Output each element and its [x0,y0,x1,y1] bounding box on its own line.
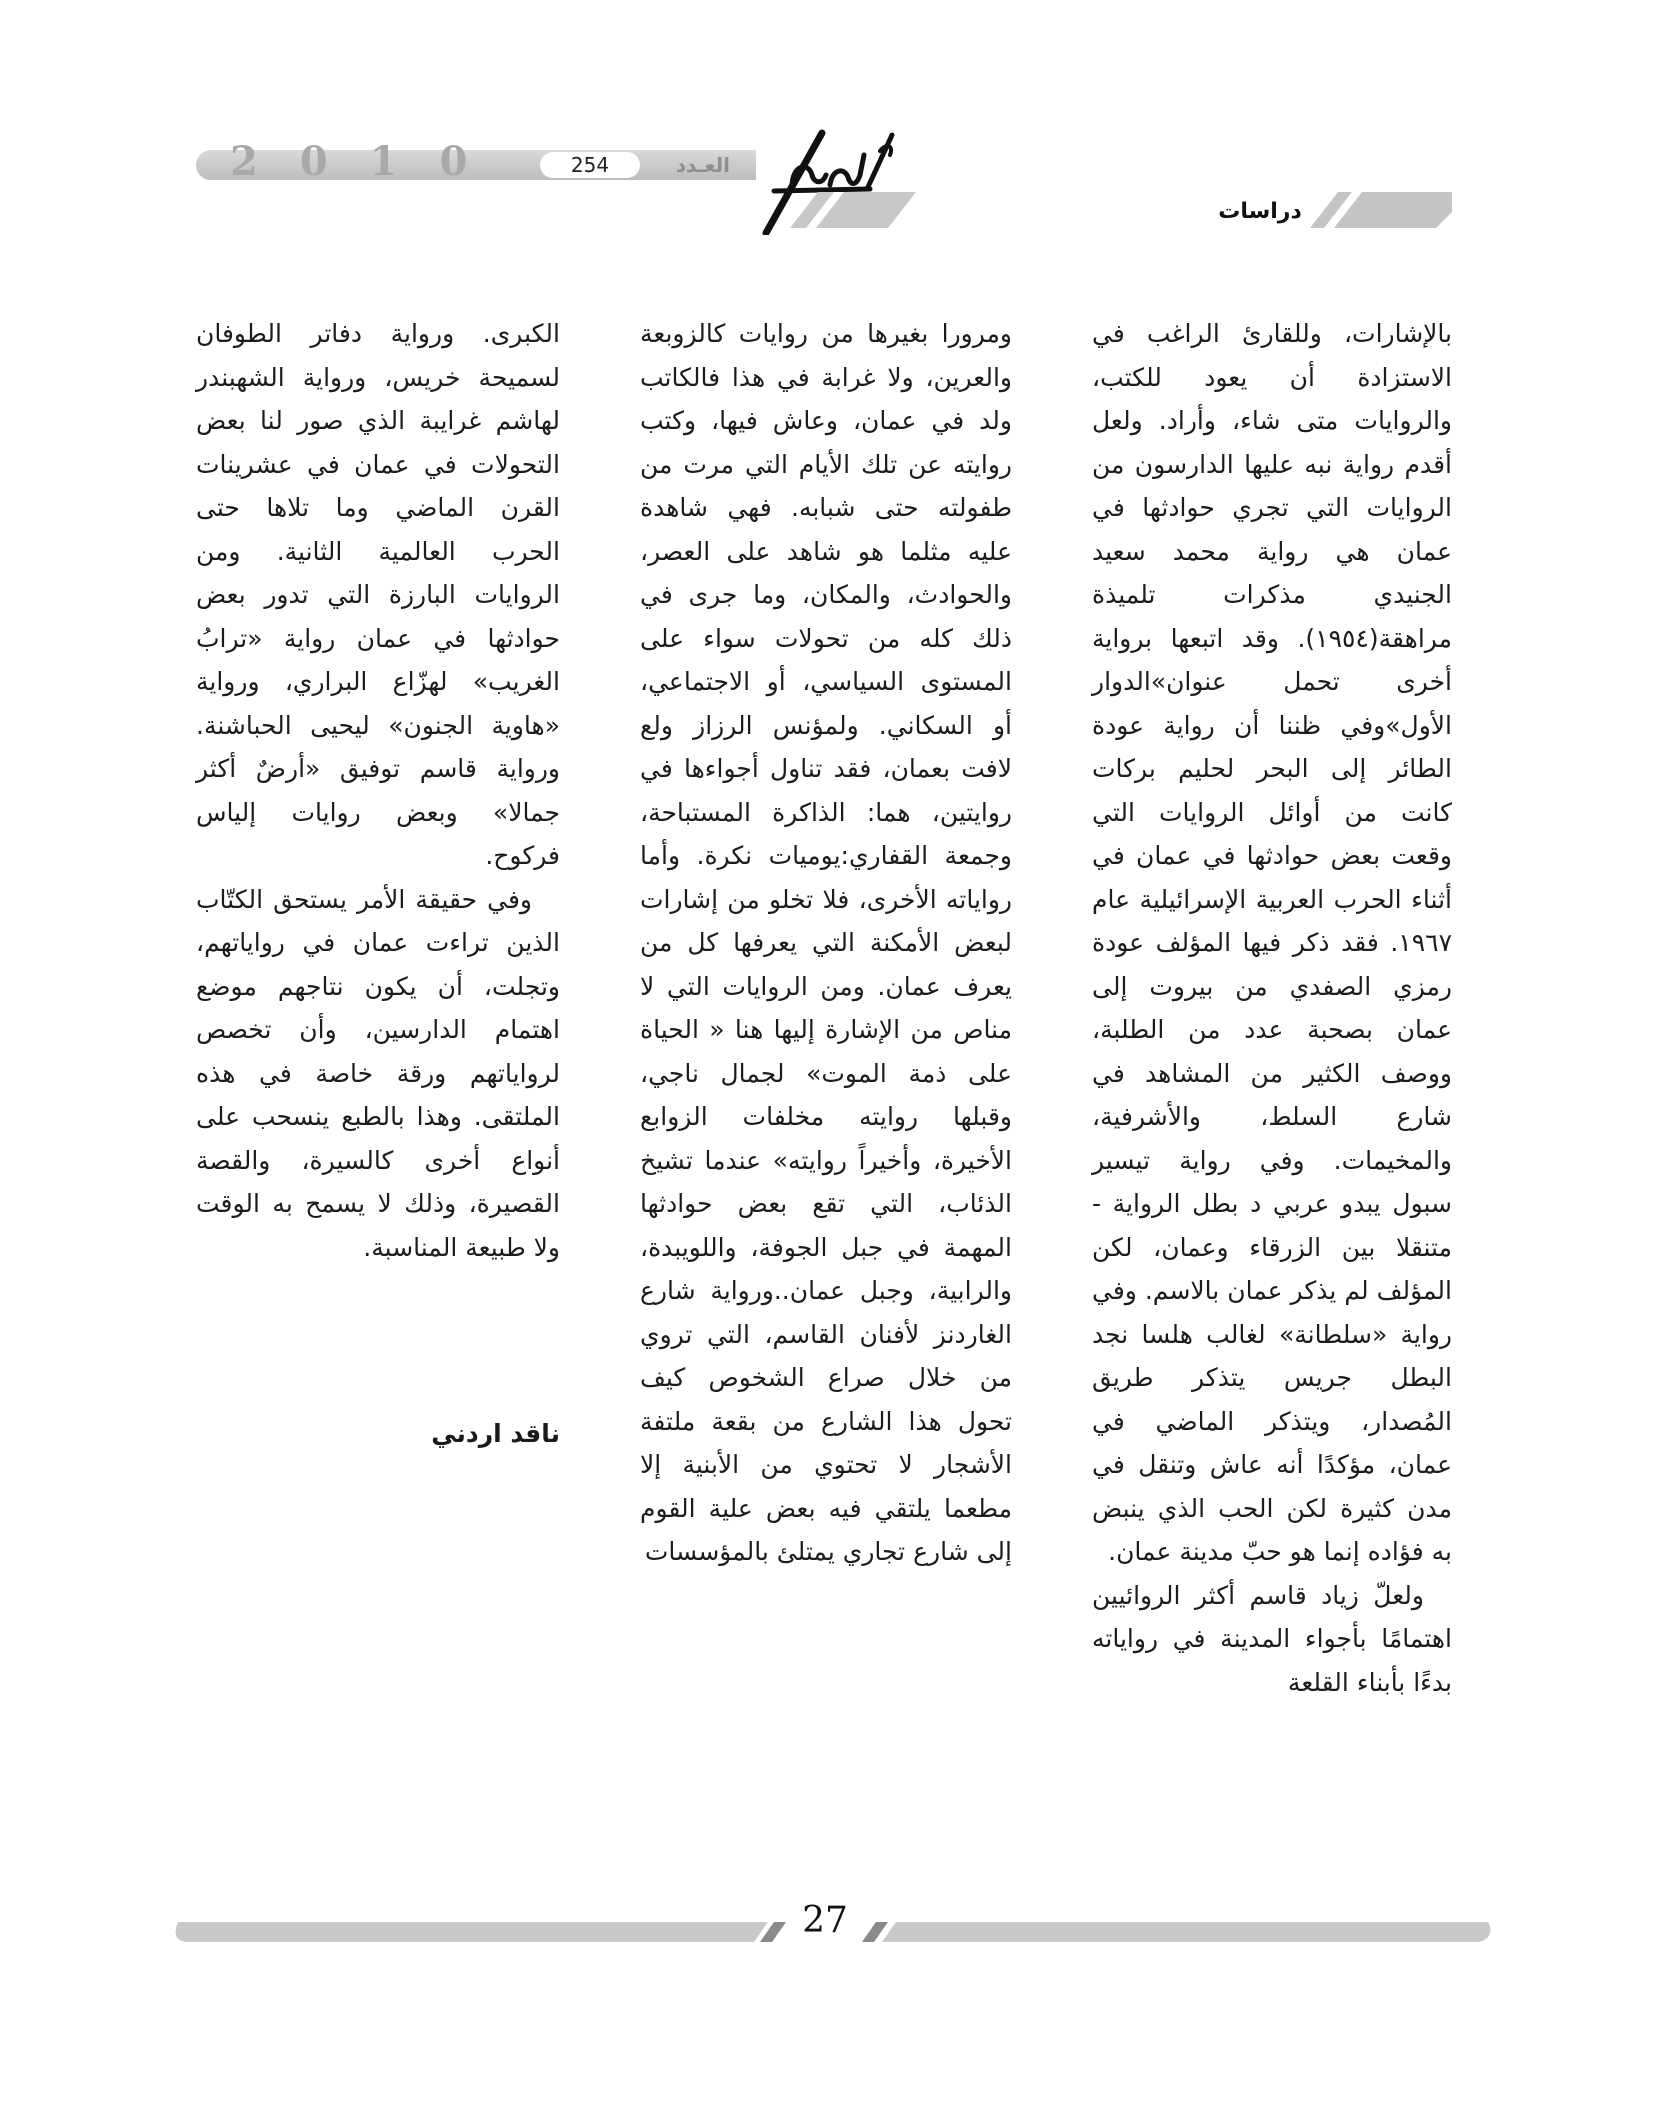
column-left [196,312,560,1269]
paragraph: الكبرى. ورواية دفاتر الطوفان لسميحة خريس، ورواية الشهبندر لهاشم غرايبة الذي صور لنا بعض التحولات في عمان في عشرينات القرن الماضي وما تلاها حتى الحرب العالمية الثانية. ومن الروايات البارزة التي تدور بعض حوادثها في عمان رواية «ترابُ الغريب» لهزّاع البراري، ورواية «هاوية الجنون» ليحيى الحباشنة. ورواية قاسم توفيق «أرضٌ أكثر جمالا» وبعض روايات إلياس فركوح. [196,319,560,870]
column-middle [640,312,1012,1574]
section-bar [790,192,1452,228]
page-number: 27 [802,1900,848,1941]
paragraph: ومرورا بغيرها من روايات كالزوبعة والعرين، ولا غرابة في هذا فالكاتب ولد في عمان، وعاش فيها، وكتب روايته عن تلك الأيام التي مرت من طفولته حتى شبابه. فهي شاهدة عليه مثلما هو شاهد على العصر، والحوادث، والمكان، وما جرى في ذلك كله من تحولات سواء على المستوى السياسي، أو الاجتماعي، أو السكاني. ولمؤنس الرزاز ولع لافت بعمان، فقد تناول أجواءها في روايتين، هما: الذاكرة المستباحة، وجمعة القفاري:يوميات نكرة. وأما رواياته الأخرى، فلا تخلو من إشارات لبعض الأمكنة التي يعرفها كل من يعرف عمان. ومن الروايات التي لا مناص من الإشارة إليها هنا « الحياة على ذمة الموت» لجمال ناجي، وقبلها روايته مخلفات الزوابع الأخيرة، وأخيراً روايته» عندما تشيخ الذئاب، التي تقع بعض حوادثها المهمة في جبل الجوفة، واللويبدة، والرابية، وجبل عمان..ورواية شارع الغاردنز لأفنان القاسم، التي تروي من خلال صراع الشخوص كيف تحول هذا الشارع من بقعة ملتفة الأشجار لا تحتوي من الأبنية إلا مطعما يلتقي فيه بعض علية القوم إلى شارع تجاري يمتلئ بالمؤسسات [640,319,1012,1566]
header-year: 2010 [230,138,510,185]
column-right [1092,312,1452,1704]
paragraph: بالإشارات، وللقارئ الراغب في الاستزادة أن يعود للكتب، والروايات متى شاء، وأراد. ولعل أقدم رواية نبه عليها الدارسون من الروايات التي تجري حوادثها في عمان هي رواية محمد سعيد الجنيدي مذكرات تلميذة مراهقة(١٩٥٤). وقد اتبعها برواية أخرى تحمل عنوان»الدوار الأول»وفي ظننا أن رواية عودة الطائر إلى البحر لحليم بركات كانت من أوائل الروايات التي وقعت بعض حوادثها في عمان في أثناء الحرب العربية الإسرائيلية عام ١٩٦٧. فقد ذكر فيها المؤلف عودة رمزي الصفدي من بيروت إلى عمان بصحبة عدد من الطلبة، ووصف الكثير من المشاهد في شارع السلط، والأشرفية، والمخيمات. وفي رواية تيسير سبول يبدو عربي د بطل الرواية - متنقلا بين الزرقاء وعمان، لكن المؤلف لم يذكر عمان بالاسم. وفي رواية «سلطانة» لغالب هلسا نجد البطل جريس يتذكر طريق المُصدار، ويتذكر الماضي في عمان، مؤكدًا أنه عاش وتنقل في مدن كثيرة لكن الحب الذي ينبض به فؤاده إنما هو حبّ مدينة عمان. [1092,319,1452,1566]
author-signature: ناقد اردني [431,1419,560,1448]
paragraph: ولعلّ زياد قاسم أكثر الروائيين اهتمامًا بأجواء المدينة في رواياته بدءًا بأبناء القلعة [1092,1580,1452,1697]
issue-number: 254 [540,152,640,178]
issue-label: العـدد [675,153,730,177]
paragraph: وفي حقيقة الأمر يستحق الكتّاب الذين تراءت عمان في رواياتهم، وتجلت، أن يكون نتاجهم موضع اهتمام الدارسين، وأن تخصص لرواياتهم ورقة خاصة في هذه الملتقى. وهذا بالطبع ينسحب على أنواع أخرى كالسيرة، والقصة القصيرة، وذلك لا يسمح به الوقت ولا طبيعة المناسبة. [196,884,560,1262]
section-title: دراسات [1218,199,1302,224]
